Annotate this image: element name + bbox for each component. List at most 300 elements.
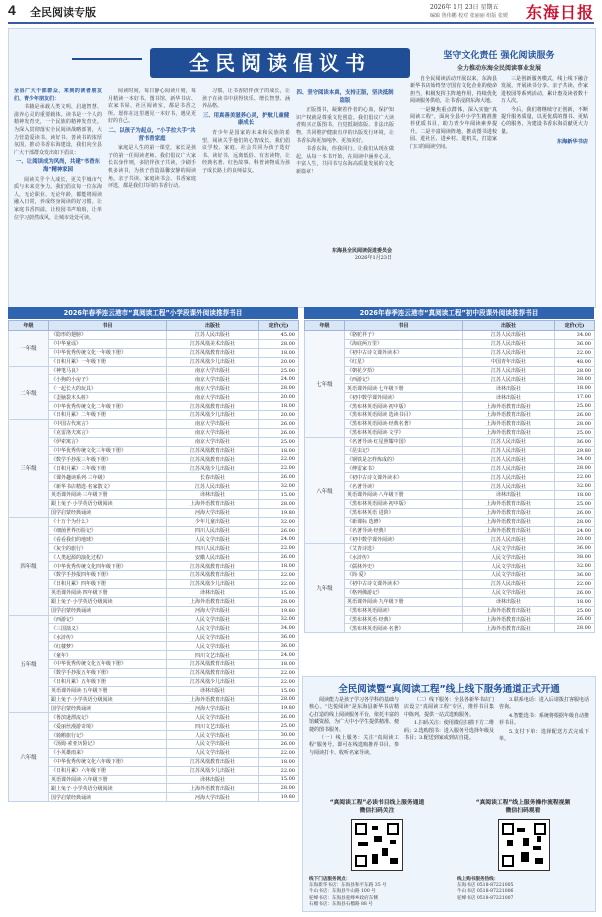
publisher-cell: 译林出版社 <box>167 775 259 784</box>
publisher-cell: 少年儿童出版社 <box>167 517 259 526</box>
publisher-cell: 江苏凤凰教育出版社 <box>167 571 259 580</box>
qr-caption-sub: 微信扫码关注 <box>359 808 395 814</box>
book-title-cell: 《初中数学课外阅读》 <box>345 393 463 402</box>
book-title-cell: 《日积月累》四年级下册 <box>49 579 167 588</box>
book-title-cell: 《黑布林英语 进阶》 <box>345 508 463 517</box>
publisher-cell: 江苏人民出版社 <box>463 446 555 455</box>
proposal-heading-2: 二、以孩子为起点，“小手拉大手”共营书香家庭 <box>108 127 196 142</box>
header-divider <box>8 22 594 24</box>
book-title-cell: 《朝花夕拾》 <box>345 366 463 375</box>
table-row <box>9 419 299 428</box>
table-row <box>9 739 299 748</box>
qr-caption-2 <box>463 799 583 815</box>
col-header-price: 定价(元) <box>259 321 299 331</box>
book-title-cell: 《水浒传》 <box>345 553 463 562</box>
book-title-cell: 国学启蒙经典诵读 <box>49 793 167 802</box>
table-row <box>9 339 299 348</box>
proposal-title: 全民阅读倡议书 <box>150 48 410 78</box>
price-cell: 20.00 <box>555 535 595 544</box>
book-title-cell: 《骑鹅旅行记》 <box>49 731 167 740</box>
publisher-cell: 江苏凤凰少儿出版社 <box>167 766 259 775</box>
price-cell: 28.00 <box>555 419 595 428</box>
price-cell: 18.00 <box>259 446 299 455</box>
price-cell: 17.00 <box>555 393 595 402</box>
publisher-cell: 南京大学出版社 <box>167 437 259 446</box>
book-title-cell: 《儒林外史》 <box>345 562 463 571</box>
table-row <box>9 633 299 642</box>
table-row <box>9 535 299 544</box>
publisher-cell: 上海外语教育出版社 <box>463 606 555 615</box>
publisher-cell: 人民文学出版社 <box>463 571 555 580</box>
service-title: 全民阅读暨“真阅读工程”线上线下服务通道正式开通 <box>338 684 560 695</box>
table-row <box>305 588 595 597</box>
service-paragraph: （二）线下服务：全县各新华书店门店设立“真阅读工程”专区，推荐书目集中陈列，提供一站式选购服务。 <box>404 697 495 718</box>
price-cell: 25.00 <box>555 402 595 411</box>
publisher-cell: 江苏人民出版社 <box>463 535 555 544</box>
table-row <box>305 464 595 473</box>
book-title-cell: 《课外趣读系列·三年级》 <box>49 473 167 482</box>
book-title-cell: 《小英雄雨来》 <box>49 748 167 757</box>
price-cell: 26.00 <box>259 419 299 428</box>
price-cell: 22.00 <box>259 544 299 553</box>
publisher-cell: 上海外语教育出版社 <box>463 419 555 428</box>
publisher-cell: 江苏人民出版社 <box>463 366 555 375</box>
price-cell: 26.00 <box>259 526 299 535</box>
price-cell: 25.00 <box>259 437 299 446</box>
price-cell: 18.00 <box>259 757 299 766</box>
table-row <box>305 597 595 606</box>
book-title-cell: 《海底两万里》 <box>345 339 463 348</box>
price-cell: 15.00 <box>259 491 299 500</box>
publisher-cell: 译林出版社 <box>463 393 555 402</box>
publisher-cell: 江苏人民出版社 <box>463 473 555 482</box>
book-title-cell: 《初中数学课外阅读》 <box>345 535 463 544</box>
price-cell: 20.00 <box>259 411 299 420</box>
service-column-2 <box>404 697 494 758</box>
book-title-cell: 《黑布林英语阅读·初中版》 <box>345 499 463 508</box>
service-column-1 <box>309 697 399 758</box>
grade-cell: 五年级 <box>9 615 49 713</box>
price-cell: 32.00 <box>555 562 595 571</box>
service-channel-box <box>302 676 596 912</box>
grade-cell: 六年级 <box>9 713 49 802</box>
publisher-cell: 江苏人民出版社 <box>463 464 555 473</box>
book-title-cell: 《人类起源的演化过程》 <box>49 553 167 562</box>
price-cell: 26.00 <box>555 411 595 420</box>
table-row <box>305 339 595 348</box>
service-column-3 <box>499 697 589 758</box>
book-title-cell: 英语课外阅读·六年级下册 <box>49 775 167 784</box>
publisher-cell: 河海大学出版社 <box>167 704 259 713</box>
publisher-cell: 四川人民出版社 <box>167 526 259 535</box>
table-row <box>9 793 299 802</box>
table-row <box>9 659 299 668</box>
price-cell: 20.00 <box>259 393 299 402</box>
publisher-cell: 江苏凤凰教育出版社 <box>167 455 259 464</box>
price-cell: 34.00 <box>555 331 595 340</box>
book-title-cell: 《新课标 选修》 <box>345 517 463 526</box>
publisher-cell: 江苏凤凰少儿出版社 <box>167 677 259 686</box>
price-cell: 32.00 <box>259 615 299 624</box>
primary-booklist-table <box>8 320 299 802</box>
table-row <box>305 437 595 446</box>
publisher-cell: 江苏凤凰少儿出版社 <box>167 464 259 473</box>
price-cell: 28.00 <box>259 597 299 606</box>
table-row <box>9 606 299 615</box>
table-row <box>9 597 299 606</box>
table-row <box>305 428 595 437</box>
price-cell: 36.00 <box>555 571 595 580</box>
table-row <box>9 695 299 704</box>
table-row <box>9 366 299 375</box>
price-cell: 26.00 <box>259 473 299 482</box>
publisher-cell: 上海外语教育出版社 <box>463 526 555 535</box>
publisher-cell: 人民文学出版社 <box>167 731 259 740</box>
table-row <box>9 615 299 624</box>
article-paragraph: 一是聚焦重点群体，深入实施“真阅读工程”，面向全县中小学生精准推荐优质书目，助力青少年阅读素养提升。二是丰富阅读阵地，推动图书进校园、进社区、进乡村、进机关，打造家门口的阅读空间。 <box>410 106 497 150</box>
price-cell: 32.00 <box>259 482 299 491</box>
table-row <box>305 455 595 464</box>
publisher-cell: 江苏凤凰少儿出版社 <box>167 411 259 420</box>
price-cell: 26.00 <box>259 553 299 562</box>
publisher-cell: 译林出版社 <box>463 384 555 393</box>
price-cell: 25.00 <box>555 499 595 508</box>
publisher-cell: 上海外语教育出版社 <box>167 784 259 793</box>
book-title-cell: 《隐形的翅膀》 <box>49 331 167 340</box>
price-cell: 18.00 <box>555 384 595 393</box>
price-cell: 19.80 <box>259 793 299 802</box>
table-row <box>305 411 595 420</box>
book-title-cell: 《新华书店精选·名家散文》 <box>49 482 167 491</box>
price-cell: 38.00 <box>555 553 595 562</box>
book-title-cell: 英语课外阅读·九年级下册 <box>345 597 463 606</box>
col-header-publisher: 出版社 <box>463 321 555 331</box>
hotline-number: 驼峰书店 0518-87221007 <box>457 895 514 901</box>
price-cell: 22.00 <box>259 748 299 757</box>
proposal-heading-3: 三、用真善美滋养心灵，护航儿童健康成长 <box>202 112 290 127</box>
table-row <box>9 757 299 766</box>
book-title-cell: 《水浒传》 <box>49 633 167 642</box>
book-title-cell: 《傅雷家书》 <box>345 464 463 473</box>
publisher-cell: 南京大学出版社 <box>167 366 259 375</box>
table-row <box>305 606 595 615</box>
price-cell: 38.00 <box>555 375 595 384</box>
book-title-cell: 英语课外阅读·七年级下册 <box>345 384 463 393</box>
table-row <box>305 331 595 340</box>
junior-booklist-table <box>304 320 595 633</box>
price-cell: 22.00 <box>259 571 299 580</box>
primary-list-title: 2026年春季连云港市“真阅读工程”小学段课外阅读推荐书目 <box>8 307 298 319</box>
table-row <box>305 348 595 357</box>
publisher-cell: 四川人民出版社 <box>167 544 259 553</box>
hotline-heading: 线上购书服务热线： <box>457 877 499 882</box>
grade-cell: 七年级 <box>305 331 345 438</box>
table-row <box>9 642 299 651</box>
table-row <box>9 713 299 722</box>
table-row <box>9 473 299 482</box>
book-title-cell: 《一起长大的玩具》 <box>49 384 167 393</box>
table-row <box>9 722 299 731</box>
book-title-cell: 《黑布林英语·经典》 <box>345 615 463 624</box>
table-row <box>305 615 595 624</box>
price-cell: 36.00 <box>555 339 595 348</box>
price-cell: 24.00 <box>259 651 299 660</box>
book-title-cell: 国学启蒙经典诵读 <box>49 704 167 713</box>
qr-caption-title: “真阅读工程”线上服务操作流程视频 <box>475 800 571 806</box>
price-cell: 25.00 <box>259 366 299 375</box>
publisher-cell: 江苏人民出版社 <box>167 482 259 491</box>
publisher-cell: 南京大学出版社 <box>167 375 259 384</box>
publisher-cell: 人民文学出版社 <box>167 713 259 722</box>
publisher-cell: 南京大学出版社 <box>167 393 259 402</box>
publisher-cell: 人民文学出版社 <box>167 642 259 651</box>
book-title-cell: 《名著导读·红星照耀中国》 <box>345 437 463 446</box>
issue-date: 2026年 1月 23日 星期五 <box>430 4 499 11</box>
table-row <box>305 517 595 526</box>
publisher-cell: 河海大学出版社 <box>167 508 259 517</box>
table-row <box>305 571 595 580</box>
table-row <box>9 624 299 633</box>
table-row <box>305 491 595 500</box>
price-cell: 22.00 <box>259 668 299 677</box>
proposal-paragraph: 书籍是承载人类文明、启迪智慧、滋养心灵的重要载体。读书是一个人的精神发育史，一个民族的精神发育史。为深入贯彻落实全民阅读战略部署，大力营造爱读书、读好书、善读书的浓厚氛围，推动书香东海建设，我们向全县广大干部群众发出如下倡议： <box>14 104 102 156</box>
table-row <box>9 704 299 713</box>
publisher-cell: 江苏人民出版社 <box>463 455 555 464</box>
price-cell: 34.00 <box>259 624 299 633</box>
price-cell: 22.00 <box>259 677 299 686</box>
publisher-cell: 江苏人民出版社 <box>463 437 555 446</box>
publisher-cell: 上海外语教育出版社 <box>463 411 555 420</box>
book-title-cell: 《黑布林英语阅读·名著》 <box>345 624 463 633</box>
price-cell: 22.00 <box>259 579 299 588</box>
table-row <box>9 393 299 402</box>
book-title-cell: 《中华优秀传统文化三年级下册》 <box>49 446 167 455</box>
price-cell: 25.00 <box>259 722 299 731</box>
col-header-price: 定价(元) <box>555 321 595 331</box>
book-title-cell: 跟上兔子·小学英语分级阅读 <box>49 695 167 704</box>
book-title-cell: 《黑布林英语阅读·经典名著》 <box>345 419 463 428</box>
book-title-cell: 《爱丽丝漫游奇境》 <box>49 722 167 731</box>
publisher-cell: 江苏凤凰少儿出版社 <box>167 357 259 366</box>
book-title-cell: 《日积月累》五年级下册 <box>49 677 167 686</box>
book-title-cell: 国学启蒙经典诵读 <box>49 508 167 517</box>
book-title-cell: 《初中古诗文课外读本》 <box>345 348 463 357</box>
price-cell: 25.00 <box>555 428 595 437</box>
publisher-cell: 江苏凤凰少儿出版社 <box>167 579 259 588</box>
proposal-column-4 <box>296 88 394 248</box>
book-title-cell: 《黑布林英语阅读 选读书目》 <box>345 411 463 420</box>
store-address: 石榴书店：东海县石榴路 88 号 <box>309 901 373 907</box>
book-title-cell: 《西游记》 <box>345 375 463 384</box>
table-row <box>9 517 299 526</box>
price-cell: 26.00 <box>555 615 595 624</box>
publisher-cell: 江苏人民出版社 <box>463 375 555 384</box>
publisher-cell: 长春出版社 <box>167 473 259 482</box>
qr-caption-sub: 微信扫码观看 <box>505 808 541 814</box>
signature-date: 2026年1月23日 <box>354 255 392 261</box>
book-title-cell: 《西游记》 <box>49 615 167 624</box>
price-cell: 45.00 <box>259 331 299 340</box>
book-title-cell: 跟上兔子·小学英语分级阅读 <box>49 784 167 793</box>
publisher-cell: 江苏人民出版社 <box>167 331 259 340</box>
price-cell: 28.00 <box>555 517 595 526</box>
price-cell: 28.00 <box>555 366 595 375</box>
qr-code-video[interactable] <box>498 819 550 871</box>
table-row <box>305 366 595 375</box>
price-cell: 26.00 <box>259 739 299 748</box>
table-row <box>9 651 299 660</box>
table-row <box>9 499 299 508</box>
price-cell: 28.00 <box>259 784 299 793</box>
price-cell: 22.00 <box>555 579 595 588</box>
table-row <box>9 544 299 553</box>
publisher-cell: 人民文学出版社 <box>463 544 555 553</box>
table-row <box>305 419 595 428</box>
publisher-cell: 人民文学出版社 <box>463 562 555 571</box>
service-paragraph: 1.扫码关注：使用微信扫描下方二维码；2.选购图书：进入服务号选择年级及书目；3.配送到家或到店自提。 <box>404 720 494 742</box>
book-title-cell: 《中国古代寓言》 <box>49 419 167 428</box>
table-row <box>305 402 595 411</box>
book-title-cell: 《三国演义》 <box>49 624 167 633</box>
publisher-cell: 江苏凤凰教育出版社 <box>167 668 259 677</box>
service-paragraph: 4.智能选书：系统将根据年级自动推荐书目。 <box>499 712 589 727</box>
price-cell: 18.00 <box>259 402 299 411</box>
price-cell: 28.00 <box>259 499 299 508</box>
price-cell: 34.00 <box>555 455 595 464</box>
table-row <box>9 775 299 784</box>
table-row <box>9 491 299 500</box>
book-title-cell: 《日积月累》二年级下册 <box>49 411 167 420</box>
qr-code-booklist[interactable] <box>351 819 403 871</box>
publisher-cell: 安徽人民出版社 <box>167 553 259 562</box>
book-title-cell: 《骆驼祥子》 <box>345 331 463 340</box>
book-title-cell: 《细菌世界历险记》 <box>49 526 167 535</box>
price-cell: 19.80 <box>259 704 299 713</box>
book-title-cell: 《童年》 <box>49 651 167 660</box>
publisher-cell: 人民文学出版社 <box>167 535 259 544</box>
book-title-cell: 《鲁滨逊漂流记》 <box>49 713 167 722</box>
service-paragraph: 3.联系电话：进入后请拨打客服电话咨询。 <box>499 697 589 711</box>
price-cell: 48.00 <box>555 357 595 366</box>
article-column-left <box>410 76 497 152</box>
service-paragraph: 5.支付下单：选择配送方式完成下单。 <box>499 728 589 743</box>
proposal-paragraph: 阅读时间，每日静心阅读片刻，每月精读一本好书。图书馆、新华书店、农家书屋、社区阅读室，都是书香之所。愿你在这里遇见一本好书，遇见更好的自己。 <box>108 88 196 125</box>
publisher-cell: 上海外语教育出版社 <box>463 624 555 633</box>
table-row <box>9 464 299 473</box>
price-cell: 18.00 <box>259 659 299 668</box>
publisher-cell: 江苏人民出版社 <box>463 339 555 348</box>
service-paragraph: 阅读能力是孩子学习各学科的基础与核心。“达悦阅读”是东海县新华书店精心打造的线上阅读服务平台，依托丰富的馆藏资源，为广大中小学生提供精准、便捷的图书服务。 <box>309 697 400 733</box>
price-cell: 26.00 <box>555 508 595 517</box>
price-cell: 22.00 <box>259 455 299 464</box>
proposal-column-1 <box>14 88 102 294</box>
table-row <box>305 446 595 455</box>
book-title-cell: 《日积月累》六年级下册 <box>49 766 167 775</box>
price-cell: 22.00 <box>555 348 595 357</box>
grade-cell: 九年级 <box>305 544 345 633</box>
publisher-cell: 上海外语教育出版社 <box>463 402 555 411</box>
grade-cell: 二年级 <box>9 366 49 419</box>
title-ornament-left <box>72 58 142 60</box>
price-cell: 15.00 <box>259 588 299 597</box>
book-title-cell: 《黑布林英语阅读·文学》 <box>345 428 463 437</box>
price-cell: 28.00 <box>259 384 299 393</box>
page-header <box>0 0 602 22</box>
col-header-grade: 年级 <box>305 321 345 331</box>
book-title-cell: 英语课外阅读·八年级下册 <box>345 491 463 500</box>
editor-credits: 编辑 鲁伟鹏 校对 张丽丽 组版 张媛 <box>430 13 508 19</box>
table-row <box>9 748 299 757</box>
col-header-title: 书目 <box>49 321 167 331</box>
page-number: 4 <box>8 2 16 18</box>
publisher-cell: 上海外语教育出版社 <box>167 499 259 508</box>
publisher-cell: 人民文学出版社 <box>167 748 259 757</box>
book-title-cell: 跟上兔子·小学英语分级阅读 <box>49 499 167 508</box>
table-row <box>9 784 299 793</box>
book-title-cell: 《红星》 <box>345 357 463 366</box>
publisher-cell: 上海外语教育出版社 <box>463 615 555 624</box>
qr-caption-title: “真阅读工程”必读书目线上服务通道 <box>329 800 425 806</box>
publisher-cell: 译林出版社 <box>167 588 259 597</box>
signature-org: 东海县全民阅读促进委员会 <box>331 248 392 254</box>
publisher-cell: 上海外语教育出版社 <box>167 597 259 606</box>
table-row <box>9 455 299 464</box>
publisher-cell: 南京大学出版社 <box>167 428 259 437</box>
table-row <box>305 579 595 588</box>
price-cell: 22.00 <box>259 766 299 775</box>
price-cell: 18.00 <box>259 562 299 571</box>
store-list-heading: 线下门店服务网点： <box>309 877 351 882</box>
proposal-paragraph: 青少年是国家的未来和民族的希望，阅读关乎他们的心智成长。我们倡议学校、家庭、社会共同为孩子选好书、读好书，远离低俗、有害读物，让经典名著、红色故事、科普读物成为孩子成长路上的良师益友。 <box>202 129 290 174</box>
book-title-cell: 《红楼梦》 <box>49 642 167 651</box>
book-title-cell: 《看看我们的地球》 <box>49 535 167 544</box>
book-title-cell: 《名著导读》 <box>345 482 463 491</box>
book-title-cell: 《神笔马良》 <box>49 366 167 375</box>
price-cell: 18.00 <box>555 597 595 606</box>
price-cell: 26.00 <box>555 588 595 597</box>
book-title-cell: 《中华优秀传统文化六年级下册》 <box>49 757 167 766</box>
store-address: 牛山书店：东海县牛山路 100 号 <box>309 889 376 895</box>
article-headline: 坚守文化责任 强化阅读服务 <box>443 51 555 61</box>
price-cell: 20.00 <box>259 357 299 366</box>
publisher-cell: 译林出版社 <box>463 597 555 606</box>
publisher-cell: 上海外语教育出版社 <box>463 517 555 526</box>
price-cell: 22.00 <box>555 473 595 482</box>
book-title-cell: 《黑布林英语阅读》 <box>345 606 463 615</box>
price-cell: 36.00 <box>259 633 299 642</box>
price-cell: 18.00 <box>555 491 595 500</box>
table-row <box>9 428 299 437</box>
price-cell: 19.80 <box>259 508 299 517</box>
book-title-cell: 国学启蒙经典诵读 <box>49 606 167 615</box>
price-cell: 36.00 <box>259 642 299 651</box>
publisher-cell: 江苏凤凰教育出版社 <box>167 402 259 411</box>
table-row <box>305 357 595 366</box>
table-row <box>9 357 299 366</box>
table-row <box>9 348 299 357</box>
table-row <box>9 571 299 580</box>
publisher-cell: 上海外语教育出版社 <box>463 499 555 508</box>
book-title-cell: 跟上兔子·小学英语分级阅读 <box>49 597 167 606</box>
table-row <box>305 624 595 633</box>
publisher-cell: 人民文学出版社 <box>167 633 259 642</box>
proposal-heading-4: 四、坚守阅读本真，支持正版，坚决抵制盗版 <box>296 90 394 104</box>
col-header-grade: 年级 <box>9 321 49 331</box>
publisher-cell: 江苏人民出版社 <box>463 348 555 357</box>
article-signature: 东海新华书店 <box>556 139 588 146</box>
price-cell: 26.00 <box>259 713 299 722</box>
publisher-cell: 河海大学出版社 <box>167 793 259 802</box>
